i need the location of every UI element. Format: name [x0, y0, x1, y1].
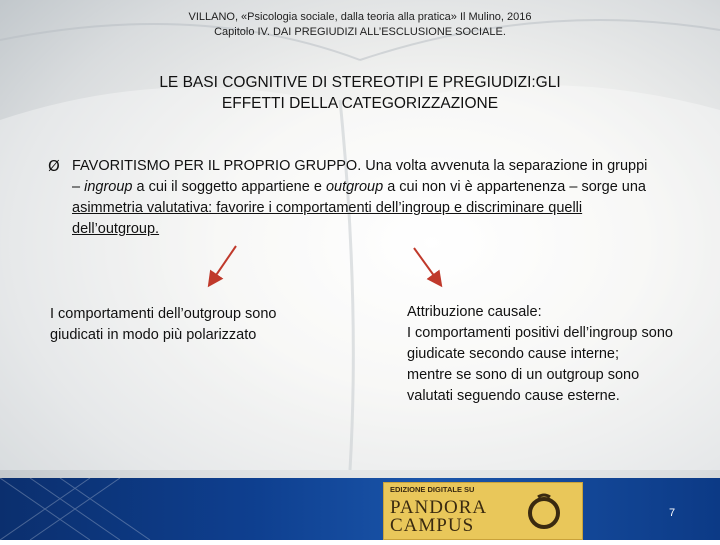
header-chapter: Capitolo IV. DAI PREGIUDIZI ALL’ESCLUSIONE SOCIALE.	[214, 26, 506, 38]
pandora-edition-label: EDIZIONE DIGITALE SU	[390, 485, 475, 494]
right-text-box	[407, 302, 687, 407]
right-box-heading: Attribuzione causale:	[407, 304, 542, 320]
right-box-line-3: mentre se sono di un outgroup sono valutati seguendo cause esterne.	[407, 367, 640, 404]
footer-pattern	[0, 478, 720, 540]
bullet-text-part-1: FAVORITISMO PER IL PROPRIO GRUPPO. Una volta avvenuta la separazione in gruppi –	[72, 158, 648, 195]
pandora-brand-line-2: CAMPUS	[390, 515, 475, 536]
bullet-text-part-3: a cui il soggetto appartiene e	[132, 179, 326, 195]
pandora-brand-line-1: PANDORA	[390, 497, 488, 518]
arrow-right	[414, 248, 440, 284]
bullet-arrow-icon: Ø	[48, 157, 60, 175]
bullet-text-part-5: a cui non vi è appartenenza – sorge una	[383, 179, 646, 195]
arrow-left	[210, 246, 236, 284]
footer-bar	[0, 478, 720, 540]
bullet-outgroup-term: outgroup	[325, 179, 384, 195]
bullet-ingroup-term: ingroup	[84, 179, 133, 195]
page-number: 7	[668, 507, 676, 519]
pandora-emblem-icon	[524, 491, 564, 531]
pandora-campus-logo	[383, 482, 583, 540]
title-line-1: LE BASI COGNITIVE DI STEREOTIPI E PREGIUDIZI:GLI	[159, 74, 561, 91]
title-line-2: EFFETTI DELLA CATEGORIZZAZIONE	[221, 95, 499, 112]
header-citation: VILLANO, «Psicologia sociale, dalla teoria alla pratica» Il Mulino, 2016	[188, 11, 532, 23]
bullet-underlined-text: asimmetria valutativa: favorire i comportamenti dell’ingroup e discriminare quelli dell’outgroup.	[72, 200, 583, 237]
right-box-line-2: I comportamenti positivi dell’ingroup sono giudicate secondo cause interne;	[407, 325, 673, 362]
left-text-box: I comportamenti dell’outgroup sono giudicati in modo più polarizzato	[50, 306, 277, 343]
